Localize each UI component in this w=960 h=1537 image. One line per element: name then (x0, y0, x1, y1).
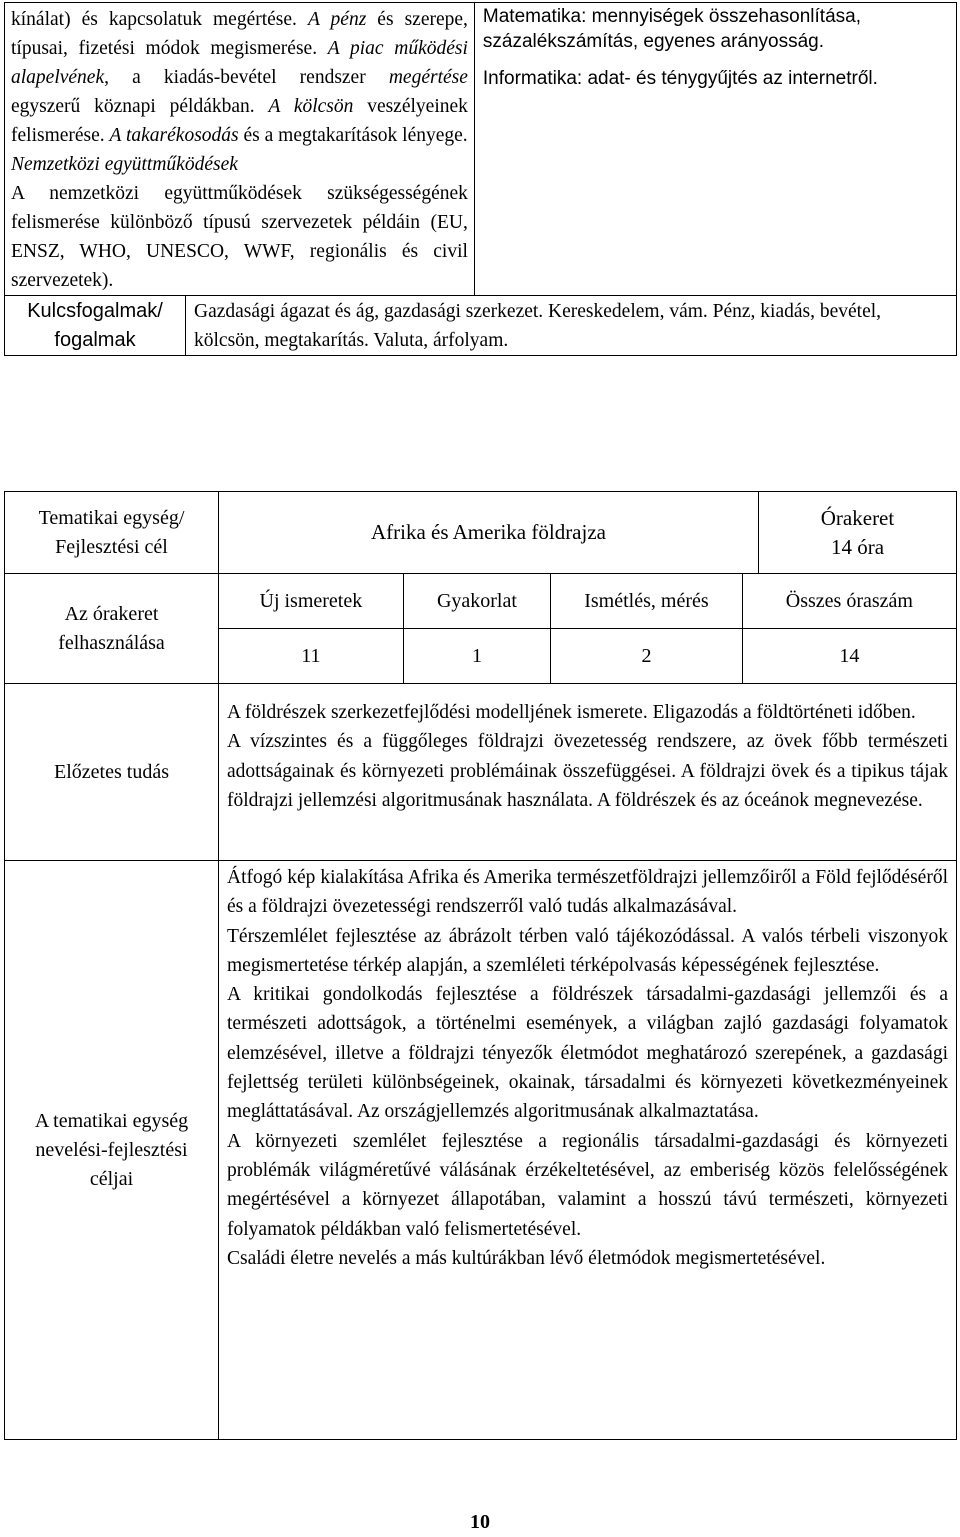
prior-knowledge-label: Előzetes tudás (5, 684, 219, 861)
content-cell (5, 3, 475, 296)
prior-paragraph: A vízszintes és a függőleges földrajzi övezetesség rendszere, az övek főbb természeti adottságainak és környezeti problémáinak összefüggései. A földrajzi övek és a tipikus tájak földrajzi jellemzési algoritmusának használata. A földrészek és az óceánok megnevezése. (227, 731, 948, 811)
prior-paragraph: A földrészek szerkezetfejlődési modelljének ismerete. Eligazodás a földtörténeti időben. (227, 702, 916, 723)
text-segment: egyszerű köznapi példákban. (11, 96, 269, 117)
top-table (4, 2, 957, 356)
hour-frame (759, 492, 957, 574)
unit-table (4, 491, 957, 1440)
goals-label-line2: nevelési-fejlesztési (35, 1138, 188, 1161)
info-connection: Informatika: adat- és ténygyűjtés az internetről. (482, 68, 878, 89)
usage-table (219, 574, 956, 683)
prior-knowledge-text (219, 684, 957, 861)
connections-cell (474, 3, 956, 296)
usage-label-line1: Az órakeret (64, 602, 159, 625)
text-segment: és a megtakarítások lényege. (238, 125, 468, 146)
text-segment: és szerepe, típusai, fizetési módok megismerése. (11, 9, 468, 59)
goals-paragraph: Átfogó kép kialakítása Afrika és Amerika természetföldrajzi jellemzőiről a Föld fejlődéséről és a földrajzi övezetességi rendszerről való tudás alkalmazásával. (227, 867, 948, 918)
goals-label (5, 861, 219, 1440)
usage-value: 2 (551, 629, 743, 684)
goals-paragraph: Térszemlélet fejlesztése az ábrázolt térben való tájékozódással. A valós térbeli viszonyok megismertetése térkép alapján, a szemléleti térképolvasás képességének fejlesztése. (227, 925, 948, 976)
italic-term: A takarékosodás (109, 125, 239, 146)
italic-term: megértése (388, 67, 468, 88)
unit-label-line2: Fejlesztési cél (55, 535, 168, 558)
usage-header: Összes óraszám (742, 574, 956, 629)
hour-frame-label: Órakeret (820, 505, 895, 530)
economy-text (11, 5, 468, 150)
text-segment: veszélyeinek felismerése. (11, 96, 468, 146)
goals-label-line1: A tematikai egység (34, 1109, 189, 1132)
italic-term: A piac működési alapelvének (11, 38, 468, 88)
hour-frame-value: 14 óra (830, 534, 885, 559)
page-number: 10 (470, 1511, 490, 1533)
unit-title: Afrika és Amerika földrajza (219, 492, 759, 574)
usage-cell (219, 574, 957, 684)
unit-label-line1: Tematikai egység/ (38, 506, 185, 529)
text-segment: , a kiadás-bevétel rendszer (104, 67, 389, 88)
goals-paragraph: A környezeti szemlélet fejlesztése a regionális társadalmi-gazdasági és környezeti problémák világméretűvé válásának érzékeltetésével, az emberiség közös felelősségének megértésével a környezet állapotában, valamint a hosszú távú természeti, környezeti folyamatok példákban való felismertetésével. (227, 1130, 948, 1240)
usage-header: Gyakorlat (403, 574, 550, 629)
italic-term: A pénz (307, 9, 367, 30)
goals-label-line3: céljai (89, 1167, 134, 1190)
text-segment: kínálat) és kapcsolatuk megértése. (11, 9, 308, 30)
intl-text: A nemzetközi együttműködések szükségességének felismerése különböző típusú szervezetek példáin (EU, ENSZ, WHO, UNESCO, WWF, regionális és civil szervezetek). (11, 183, 468, 291)
math-connection: Matematika: mennyiségek összehasonlítása, százalékszámítás, egyenes arányosság. (482, 6, 861, 52)
intl-heading: Nemzetközi együttműködések (11, 154, 238, 175)
usage-header: Ismétlés, mérés (551, 574, 743, 629)
key-concepts-text: Gazdasági ágazat és ág, gazdasági szerkezet. Kereskedelem, vám. Pénz, kiadás, bevétel, kölcsön, megtakarítás. Valuta, árfolyam. (186, 296, 957, 356)
usage-label-line2: felhasználása (58, 631, 165, 654)
usage-header: Új ismeretek (219, 574, 403, 629)
usage-value: 1 (403, 629, 550, 684)
unit-label (5, 492, 219, 574)
goals-paragraph: A kritikai gondolkodás fejlesztése a földrészek társadalmi-gazdasági jellemzői és a természeti adottságok, a történelmi események, a világban zajló gazdasági folyamatok elemzésével, illetve a földrajzi tényezők életmódot meghatározó szerepének, a gazdasági fejlettség területi különbségeinek, okainak, társadalmi és környezeti következményeinek megláttatásával. Az országjellemzés algoritmusának alkalmaztatása. (227, 984, 948, 1123)
goals-text (219, 861, 957, 1440)
usage-value: 14 (742, 629, 956, 684)
italic-term: A kölcsön (268, 96, 354, 117)
usage-value: 11 (219, 629, 403, 684)
key-concepts-label: Kulcsfogalmak/ fogalmak (5, 296, 186, 356)
goals-paragraph: Családi életre nevelés a más kultúrákban lévő életmódok megismertetésével. (227, 1247, 826, 1269)
usage-label (5, 574, 219, 684)
